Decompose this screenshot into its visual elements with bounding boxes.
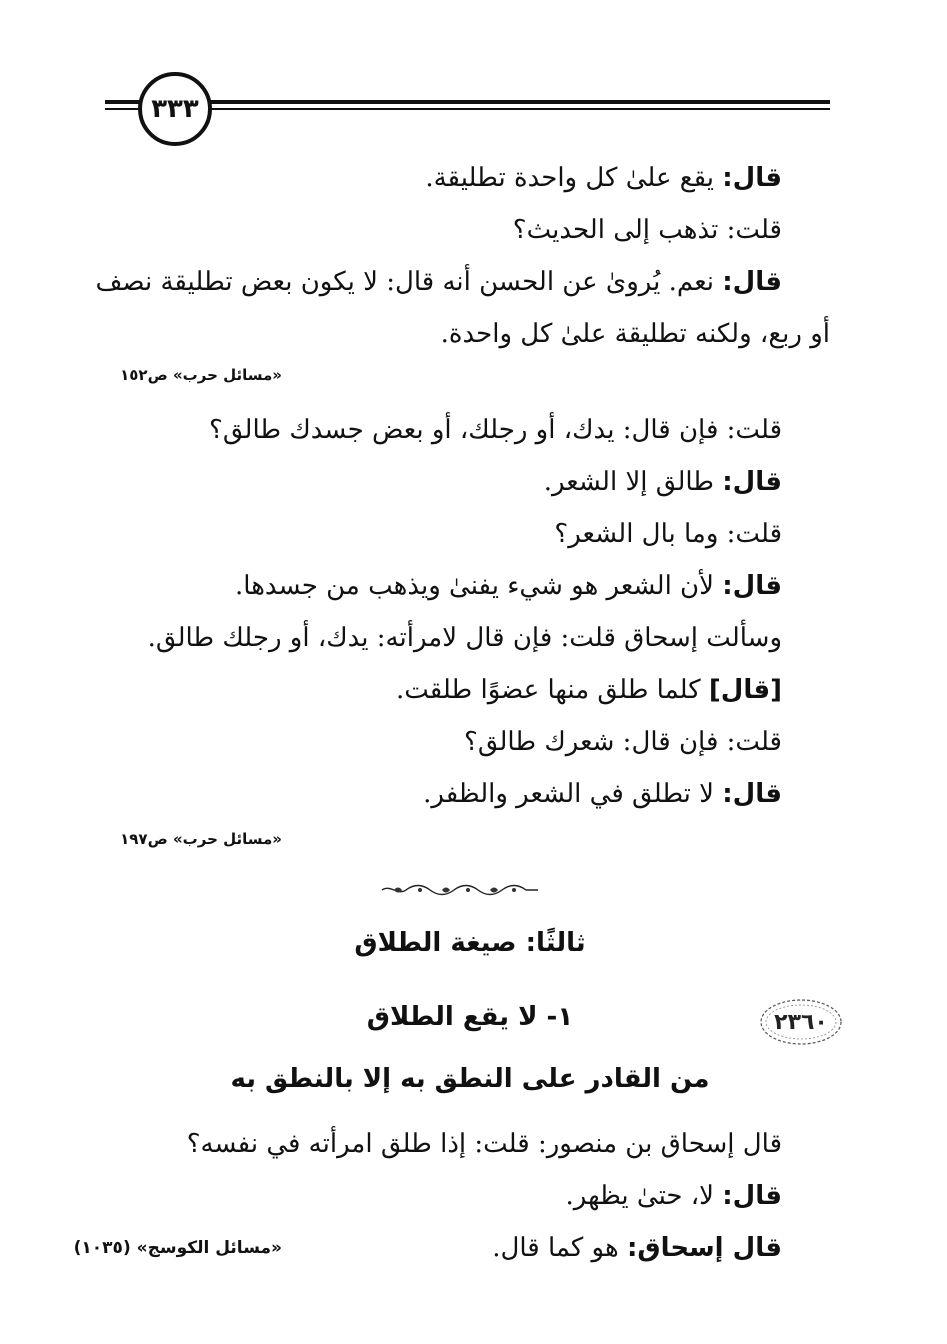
section-subtitle: ١- لا يقع الطلاق bbox=[366, 1002, 574, 1032]
line-text: لا تطلق في الشعر والظفر. bbox=[423, 779, 723, 809]
line-text: نعم. يُروىٰ عن الحسن أنه قال: لا يكون بعض تطليقة نصف bbox=[95, 267, 723, 297]
text-line-2 bbox=[513, 210, 782, 250]
ornament-divider bbox=[380, 882, 540, 898]
text-line-3 bbox=[95, 262, 782, 302]
text-line-7 bbox=[554, 514, 782, 554]
header-rule-bottom bbox=[105, 108, 830, 110]
speaker-label: قال: bbox=[722, 779, 782, 809]
entry-number-badge bbox=[758, 996, 844, 1048]
source-citation-2: «مسائل حرب» ص١٩٧ bbox=[120, 830, 282, 848]
text-line-8 bbox=[235, 566, 782, 606]
speaker-label: [قال] bbox=[708, 675, 782, 705]
line-text: كلما طلق منها عضوًا طلقت. bbox=[395, 675, 709, 705]
line-text: قلت: تذهب إلى الحديث؟ bbox=[512, 215, 782, 245]
line-text: لأن الشعر هو شيء يفنىٰ ويذهب من جسدها. bbox=[235, 571, 723, 601]
text-line-1 bbox=[425, 158, 782, 198]
speaker-label: قال إسحاق: bbox=[626, 1233, 782, 1263]
section-title: ثالثًا: صيغة الطلاق bbox=[354, 928, 586, 958]
line-text: لا، حتىٰ يظهر. bbox=[565, 1181, 723, 1211]
text-line-6 bbox=[544, 462, 782, 502]
text-line-9 bbox=[148, 618, 782, 658]
line-text: طالق إلا الشعر. bbox=[543, 467, 723, 497]
text-line-5 bbox=[209, 410, 782, 450]
line-text: وسألت إسحاق قلت: فإن قال لامرأته: يدك، أو رجلك طالق. bbox=[147, 623, 782, 653]
section-subtitle-2: من القادر على النطق به إلا بالنطق به bbox=[230, 1064, 710, 1094]
line-text: قال إسحاق بن منصور: قلت: إذا طلق امرأته في نفسه؟ bbox=[186, 1129, 782, 1159]
text-line-15 bbox=[492, 1228, 782, 1268]
line-text: يقع علىٰ كل واحدة تطليقة. bbox=[425, 163, 723, 193]
speaker-label: قال: bbox=[722, 467, 782, 497]
text-line-10 bbox=[396, 670, 782, 710]
source-citation-1: «مسائل حرب» ص١٥٢ bbox=[120, 366, 282, 384]
source-citation-3: «مسائل الكوسج» (١٠٣٥) bbox=[73, 1238, 282, 1258]
speaker-label: قال: bbox=[722, 163, 782, 193]
page-number-text: ٣٣٣ bbox=[151, 94, 199, 124]
line-text: أو ربع، ولكنه تطليقة علىٰ كل واحدة. bbox=[440, 319, 830, 349]
header-rule-top bbox=[105, 100, 830, 104]
page-number bbox=[138, 72, 212, 146]
text-line-11 bbox=[464, 722, 782, 762]
text-line-13 bbox=[187, 1124, 782, 1164]
speaker-label: قال: bbox=[722, 267, 782, 297]
text-line-14 bbox=[565, 1176, 782, 1216]
speaker-label: قال: bbox=[722, 1181, 782, 1211]
speaker-label: قال: bbox=[722, 571, 782, 601]
text-line-4 bbox=[441, 314, 830, 354]
line-text: قلت: وما بال الشعر؟ bbox=[554, 519, 782, 549]
text-line-12 bbox=[423, 774, 782, 814]
line-text: هو كما قال. bbox=[492, 1233, 627, 1263]
entry-number: ٢٣٦٠ bbox=[774, 1009, 828, 1035]
line-text: قلت: فإن قال: يدك، أو رجلك، أو بعض جسدك طالق؟ bbox=[209, 415, 782, 445]
line-text: قلت: فإن قال: شعرك طالق؟ bbox=[464, 727, 782, 757]
